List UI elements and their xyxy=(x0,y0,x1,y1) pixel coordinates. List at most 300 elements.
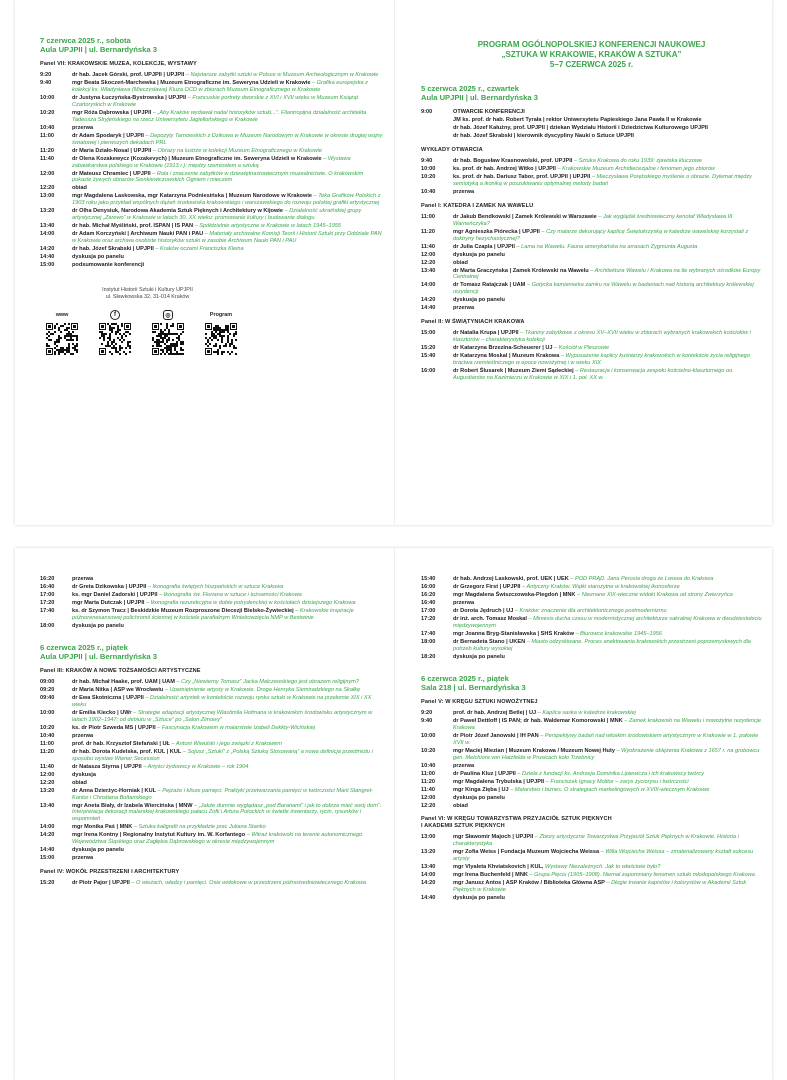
item-content xyxy=(72,772,383,779)
item-content xyxy=(453,849,762,863)
item-time: 10:00 xyxy=(421,165,436,172)
item-speaker: dr Justyna Łuczyńska-Bystrowska | UPJPII xyxy=(72,94,187,101)
item-time: 13:00 xyxy=(40,193,55,200)
item-content xyxy=(72,576,383,583)
item-topic: – Najstarsze zabytki sztuki w Polsce w Muzeum Archeologicznym w Krakowie xyxy=(184,72,379,78)
item-content xyxy=(453,268,762,282)
program-item xyxy=(421,268,762,282)
item-topic: – Sojusz „Sztuki” z „Polską Sztuką Stosowaną” a nowa definicja przedmiotu i sposobu wystaw Wiener Secession xyxy=(72,748,373,762)
day-venue: Sala 218 | ul. Bernardyńska 3 xyxy=(421,682,526,692)
item-content xyxy=(453,158,762,165)
institute-name: Instytut Historii Sztuki i Kultury UPJPII xyxy=(102,287,193,294)
opening-list xyxy=(421,109,762,140)
item-time: 09:20 xyxy=(40,686,55,693)
program-item xyxy=(421,631,762,638)
item-speaker: obiad xyxy=(72,185,87,192)
item-time xyxy=(421,125,453,132)
program-item xyxy=(40,133,383,147)
panel-heading: WYKŁADY OTWARCIA xyxy=(421,146,483,153)
item-speaker: ks. prof. dr hab. Andrzej Witko | UPJPII xyxy=(453,165,556,172)
program-item xyxy=(421,368,762,382)
item-speaker: dr hab. Józef Kałużny, prof. UPJPII | dziekan Wydziału Historii i Dziedzictwa Kulturowego UPJPII xyxy=(453,125,708,131)
item-topic: – Kraków: znaczenie dla architektonicznego postmodernizmu xyxy=(513,608,667,614)
day2-column-b xyxy=(394,548,772,1080)
item-topic: – Spółdzielnie artystyczne w Krakowie w latach 1945–1955 xyxy=(193,223,342,230)
item-time: 10:20 xyxy=(40,109,55,116)
item-content xyxy=(72,95,383,109)
qr-www[interactable] xyxy=(46,309,78,355)
item-speaker: dr hab. Michał Haake, prof. UAM | UAM xyxy=(72,678,175,685)
item-time: 14:40 xyxy=(40,254,55,261)
item-topic: – Ikonografia świętych hiszpańskich w sztuce Krakowa xyxy=(146,584,284,590)
program-item xyxy=(40,125,383,132)
item-topic: – Francuskie portrety dworskie z XVI i XVII wieku w Muzeum Książąt Czartoryskich w Krakowie xyxy=(72,94,359,108)
program-item xyxy=(40,803,383,824)
program-item xyxy=(421,592,762,599)
item-topic: Wystawy Niezależnych. Jak to właściwie było? xyxy=(543,864,661,871)
program-item xyxy=(40,584,383,591)
item-content xyxy=(72,679,383,686)
day-venue: Aula UPJPII | ul. Bernardyńska 3 xyxy=(40,45,157,54)
program-item xyxy=(40,725,383,732)
program-item xyxy=(40,832,383,846)
item-content xyxy=(453,368,762,382)
item-content xyxy=(453,584,762,591)
item-topic: – Wyposażenie kaplicy kuśnierzy krakowskich w kontekście życia religijnego bractwa rzemieślniczego w epoce nowożytnej i w wieku XIX xyxy=(453,353,750,367)
item-content xyxy=(72,749,383,763)
item-time: 14:20 xyxy=(40,246,55,253)
item-topic: – Dzieła z fundacji ks. Andrzeja Dominika Lipiewicza i ich krakowscy twórcy xyxy=(515,770,704,777)
program-item xyxy=(421,616,762,630)
item-content xyxy=(72,608,383,622)
program-list xyxy=(40,576,383,630)
item-time: 14:20 xyxy=(421,297,436,304)
item-topic: – Antoni Wiwulski i jego związki z Krakowem xyxy=(169,740,282,747)
item-content xyxy=(453,872,762,879)
item-topic: – Malarstwo i biznes. O strategiach marketingowych w XVIII-wiecznym Krakowie xyxy=(508,786,710,793)
program-item xyxy=(421,710,762,717)
program-item xyxy=(421,297,762,304)
qr-facebook[interactable] xyxy=(99,309,131,355)
item-speaker: dr Adam Spodaryk | UPJPII xyxy=(72,132,144,139)
program-item xyxy=(40,208,383,222)
item-content xyxy=(453,880,762,894)
item-content xyxy=(72,780,383,787)
item-content xyxy=(453,654,762,661)
item-topic: – Kaplica saska w katedrze krakowskiej xyxy=(536,709,636,716)
program-item xyxy=(40,608,383,622)
item-content xyxy=(453,592,762,599)
item-topic: – Artyści żydowscy w Krakowie – rok 1904 xyxy=(141,763,249,770)
item-time: 10:40 xyxy=(421,188,436,195)
item-speaker: przerwa xyxy=(72,855,94,862)
program-item xyxy=(40,855,383,862)
item-topic: – Jak wyglądał średniowieczny kenotaf Władysława III Warneńczyka? xyxy=(453,213,733,227)
item-speaker: dr Katarzyna Brzezina-Scheuerer | UJ xyxy=(453,345,553,352)
program-item xyxy=(421,260,762,267)
item-topic: – Pejzaże i klisze pamięci. Praktyki przetwarzania pamięci w twórczości Marii Stangret-Kantor i Christiana Boltanskiego xyxy=(72,787,374,801)
item-speaker: mgr Sławomir Majoch | UPJPII xyxy=(453,834,534,841)
item-topic: – Upamiętnienie artysty w Krakowie. Droga Henryka Siemiradzkiego na Skałkę xyxy=(163,686,361,693)
item-speaker: mgr Irena Buchenfeld | MNK xyxy=(453,872,528,879)
item-time: 11:40 xyxy=(421,243,435,250)
program-item xyxy=(421,117,762,124)
program-item xyxy=(40,600,383,607)
item-content xyxy=(453,763,762,770)
panel-heading-cont: I AKADEMII SZTUK PIĘKNYCH xyxy=(421,823,505,830)
item-topic: – Kraków oczami Franciszka Kleina xyxy=(153,246,244,253)
item-content xyxy=(72,193,383,207)
item-content xyxy=(453,252,762,259)
item-time: 11:00 xyxy=(40,740,54,747)
item-speaker: mgr Magdalena Trybulska | UPJPII xyxy=(453,778,545,785)
item-content xyxy=(72,156,383,170)
item-speaker: dr hab. Jacek Górski, prof. UPJPII | UPJPII xyxy=(72,72,185,78)
program-item xyxy=(421,864,762,871)
item-content xyxy=(72,262,383,269)
item-time: 15:00 xyxy=(421,330,436,337)
item-speaker: przerwa xyxy=(72,576,94,582)
item-speaker: dyskusja po panelu xyxy=(453,794,505,801)
program-item xyxy=(40,687,383,694)
item-speaker: dr Piotr Józef Janowski | IH PAN xyxy=(453,732,539,739)
item-time: 16:20 xyxy=(40,576,55,582)
day2-column-a xyxy=(15,548,393,1080)
item-content xyxy=(453,244,762,251)
program-item xyxy=(421,718,762,732)
item-time: 10:20 xyxy=(421,747,436,754)
item-content xyxy=(453,771,762,778)
program-item xyxy=(40,171,383,185)
item-content xyxy=(453,174,762,188)
program-item xyxy=(421,345,762,352)
item-content xyxy=(453,748,762,762)
item-time: 09:00 xyxy=(40,678,55,685)
item-time: 9:40 xyxy=(40,80,52,86)
program-item xyxy=(421,748,762,762)
page-sheet-2 xyxy=(15,548,772,1080)
item-time: 11:20 xyxy=(40,748,54,755)
item-content xyxy=(72,592,383,599)
item-topic: – Mimesis ducha czasu w modernistycznej architekturze sakralnej Krakowa w dwudziestoleciu międzywojennym xyxy=(453,616,762,629)
item-topic: – Witraż krakowski na terenie autonomicznego Województwa Śląskiego oraz Zagłębia Dąbrowskiego w okresie międzywojennym xyxy=(72,832,363,846)
program-item xyxy=(40,246,383,253)
item-topic: – Franciszek Ignacy Molitor – zarys życiorysu i twórczości xyxy=(544,778,689,785)
item-content xyxy=(72,824,383,831)
panel-heading: Panel II: W ŚWIĄTYNIACH KRAKOWA xyxy=(421,319,525,326)
item-speaker: mgr Róża Dąbrowska | UPJPII xyxy=(72,109,152,116)
program-item xyxy=(40,764,383,771)
item-speaker: dr Adam Korczyński | Archiwum Nauki PAN i PAU xyxy=(72,231,204,238)
item-time: 12:00 xyxy=(421,794,436,801)
program-item xyxy=(421,282,762,296)
program-item xyxy=(421,353,762,367)
program-item xyxy=(421,834,762,848)
item-time: 17:20 xyxy=(421,616,436,622)
program-item xyxy=(421,600,762,607)
item-speaker: mgr Vlyaleta Khviatskovich | KUL, xyxy=(453,864,544,871)
item-content xyxy=(72,148,383,155)
item-topic: – Fascynacja Krakowem w malarstwie Izabeli Dekkty-Wicińskiej xyxy=(155,724,316,731)
panel-heading: Panel V: W KRĘGU SZTUKI NOWOŻYTNEJ xyxy=(421,698,538,705)
item-time: 12:00 xyxy=(421,251,436,258)
item-speaker: dr hab. Bogusław Krasnowolski, prof. UPJPII xyxy=(453,157,573,164)
item-time: 14:20 xyxy=(40,832,55,839)
item-content xyxy=(453,616,762,630)
program-item xyxy=(421,214,762,228)
item-speaker: dr Marta Graczyńska | Zamek Królewski na Wawelu xyxy=(453,267,589,274)
item-content xyxy=(453,353,762,367)
item-content xyxy=(453,864,762,871)
item-content xyxy=(453,631,762,638)
item-time: 17:20 xyxy=(40,600,55,606)
item-time: 17:40 xyxy=(40,608,55,614)
item-content xyxy=(72,695,383,709)
item-speaker: ks. prof. dr hab. Dariusz Tabor, prof. UPJPII | UPJPII xyxy=(453,173,591,180)
item-speaker: dyskusja po panelu xyxy=(453,895,505,902)
item-content xyxy=(72,584,383,591)
item-content xyxy=(72,171,383,185)
item-speaker: obiad xyxy=(453,259,468,266)
item-time: 15:00 xyxy=(40,262,55,269)
item-content xyxy=(453,305,762,312)
program-list xyxy=(40,679,383,862)
program-item xyxy=(421,849,762,863)
program-item xyxy=(421,803,762,810)
item-speaker: przerwa xyxy=(453,188,475,195)
item-time: 12:20 xyxy=(421,259,436,266)
item-content xyxy=(453,229,762,243)
item-content xyxy=(72,231,383,245)
program-item xyxy=(421,787,762,794)
item-speaker: dr Bernadeta Stano | UKEN xyxy=(453,638,526,645)
item-speaker: dr Katarzyna Moskal | Muzeum Krakowa xyxy=(453,353,560,360)
panel-heading: Panel III: KRAKÓW A NOWE TOŻSAMOŚCI ARTYSTYCZNE xyxy=(40,667,201,674)
item-time: 10:20 xyxy=(40,724,55,731)
item-topic: – Teka Grafików Polskich z 1903 roku jako przykład wspólnych dążeń środowiska krakowskiego i warszawskiego do rozwoju polskiej grafiki artystycznej xyxy=(72,193,381,207)
item-topic: – Wyobrażenie oblężenia Krakowa z 1657 r. na grobowcu gen. Melchiora von Hatzfelda w Prusicach koło Trzebnicy xyxy=(453,747,760,761)
program-item xyxy=(421,229,762,243)
item-time: 13:20 xyxy=(40,787,55,794)
item-time: 10:40 xyxy=(40,732,55,739)
program-item xyxy=(40,148,383,155)
instagram-icon: ◎ xyxy=(163,310,173,320)
program-item xyxy=(421,125,762,132)
item-time: 13:20 xyxy=(40,208,55,215)
qr-instagram[interactable] xyxy=(152,309,184,355)
item-speaker: dr Julia Czapla | UPJPII xyxy=(453,243,515,250)
program-item xyxy=(40,788,383,802)
program-list xyxy=(40,880,383,887)
program-item xyxy=(421,166,762,173)
item-speaker: dr hab. Andrzej Laskowski, prof. UEK | UEK xyxy=(453,576,569,582)
item-topic: – Willa Wojciecha Weissa – zmaterializowany kształt sukcesu artysty xyxy=(453,849,754,863)
item-speaker: dr Anna Dzierżyc-Horniak | KUL xyxy=(72,787,157,794)
item-time: 14:00 xyxy=(421,282,436,289)
item-time: 12:20 xyxy=(421,802,436,809)
item-topic: – Nieznane XIX-wieczne widoki Krakowa od strony Zwierzyńca xyxy=(575,592,733,598)
item-content xyxy=(72,741,383,748)
item-topic: – Działalność ukraińskiej grupy artystycznej „Zarewo” w Krakowie w latach 30. XX wieku: promowanie kultury i budowanie dialogu xyxy=(72,208,362,222)
program-list xyxy=(421,158,762,196)
item-time: 13:00 xyxy=(421,834,436,841)
item-content xyxy=(453,795,762,802)
item-time: 18:00 xyxy=(421,638,436,645)
item-speaker: JM ks. prof. dr hab. Robert Tyrała | rektor Uniwersytetu Papieskiego Jana Pawła II w Krakowie xyxy=(453,117,702,123)
item-topic: – O wieżach, władzy i pamięci. Osie widokowe w przestrzeni późnośredniowiecznego Krakowa xyxy=(129,880,367,887)
program-item xyxy=(421,189,762,196)
program-item xyxy=(40,741,383,748)
item-content xyxy=(453,733,762,747)
item-content xyxy=(453,895,762,902)
facebook-icon: f xyxy=(110,310,120,320)
item-speaker: dr Paweł Dettloff | IS PAN; dr hab. Waldemar Komorowski | MNK xyxy=(453,717,623,724)
item-speaker: przerwa xyxy=(453,762,475,769)
item-speaker: dr Olena Kozakewycz (Kozakevych) | Muzeum Etnograficzne im. Seweryna Udzieli w Krakowie xyxy=(72,155,322,162)
program-item xyxy=(421,771,762,778)
item-content xyxy=(453,297,762,304)
program-item xyxy=(421,576,762,583)
item-time: 17:00 xyxy=(40,592,55,598)
item-content xyxy=(72,733,383,740)
program-item xyxy=(40,623,383,630)
item-speaker: prof. dr hab. Krzysztof Stefański | UŁ xyxy=(72,740,170,747)
item-content xyxy=(72,623,383,630)
item-content xyxy=(72,788,383,802)
item-time: 10:00 xyxy=(40,94,55,101)
program-item xyxy=(421,654,762,661)
item-time: 16:40 xyxy=(421,600,436,606)
program-list xyxy=(421,834,762,902)
item-time: 13:20 xyxy=(421,849,436,856)
item-time: 13:40 xyxy=(40,223,55,230)
item-topic: – Sztuka kaligrafii na przykładzie prac Juliana Stanko xyxy=(132,824,266,831)
program-item xyxy=(40,223,383,230)
item-content xyxy=(453,718,762,732)
item-content xyxy=(72,208,383,222)
item-time: 11:00 xyxy=(40,132,54,139)
item-topic: – Antyczny Kraków. Wątki starożytne w krakowskiej ikonosferze xyxy=(520,584,680,590)
item-content xyxy=(72,880,383,887)
item-time: 14:20 xyxy=(421,880,436,887)
item-speaker: dr hab. Michał Myśliński, prof. ISPAN | IS PAN xyxy=(72,223,194,230)
item-time: 14:00 xyxy=(40,231,55,238)
item-time: 16:00 xyxy=(421,584,436,590)
item-content xyxy=(453,282,762,296)
program-item xyxy=(421,244,762,251)
program-item xyxy=(421,133,762,140)
day-date: 6 czerwca 2025 r., piątek xyxy=(421,673,509,683)
item-speaker: mgr Kinga Zięba | UJ xyxy=(453,786,509,793)
item-time: 9:40 xyxy=(421,717,433,724)
item-speaker: dr Maria Działo-Nosal | UPJPII xyxy=(72,147,152,154)
item-topic: – Czy „Niewierny Tomasz” Jacka Malczewskiego jest obrazem religijnym? xyxy=(174,678,360,685)
item-content xyxy=(72,80,383,94)
item-speaker: dr Mateusz Chramiec | UPJPII xyxy=(72,170,151,177)
item-topic: – Grupa Pięciu (1905–1908). Niemal zapomniany fenomen sztuki młodopolskiego Krakowa xyxy=(527,872,755,879)
qr-code-icon xyxy=(152,323,184,355)
day-venue: Aula UPJPII | ul. Bernardyńska 3 xyxy=(421,93,538,102)
item-speaker: dr Natalia Krupa | UPJPII xyxy=(453,330,519,337)
item-time: 15:00 xyxy=(40,855,55,862)
panel-heading: Panel IV: WOKÓŁ PRZESTRZENI I ARCHITEKTURY xyxy=(40,869,180,876)
item-time: 12:20 xyxy=(40,779,55,786)
item-time: 10:20 xyxy=(421,173,436,180)
item-speaker: mgr Monika Paś | MNK xyxy=(72,824,133,831)
item-time: 11:40 xyxy=(421,786,435,793)
item-time: 9:20 xyxy=(421,709,433,716)
item-speaker: dr Jakub Bendkowski | Zamek Królewski w Warszawie xyxy=(453,213,597,220)
program-item xyxy=(40,679,383,686)
program-item xyxy=(40,733,383,740)
program-item xyxy=(40,847,383,854)
item-speaker: ks. dr Piotr Szweda MS | UPJPII xyxy=(72,724,156,731)
item-time: 13:40 xyxy=(40,802,55,809)
program-item xyxy=(40,576,383,583)
program-item xyxy=(421,895,762,902)
program-item xyxy=(40,710,383,724)
item-time xyxy=(421,117,453,124)
item-speaker: mgr Magdalena Laskowska, mgr Katarzyna Podniesińska | Muzeum Narodowe w Krakowie xyxy=(72,193,312,200)
item-time: 11:00 xyxy=(421,770,435,777)
item-speaker: podsumowanie konferencji xyxy=(72,262,145,269)
item-content xyxy=(72,133,383,147)
program-list xyxy=(40,72,383,269)
item-speaker: obiad xyxy=(72,779,87,786)
item-topic: – Zamek krakowski na Wawelu i nowożytne rezydencje Krakowa xyxy=(453,717,761,731)
qr-label: www xyxy=(55,312,69,319)
program-item xyxy=(40,185,383,192)
panel-heading: Panel I: KATEDRA I ZAMEK NA WAWELU xyxy=(421,202,534,209)
item-speaker: ks. dr Szymon Tracz | Beskidzkie Muzeum Rozproszone Diecezji Bielsko-Żywieckiej xyxy=(72,608,294,614)
program-item xyxy=(40,156,383,170)
program-item xyxy=(421,158,762,165)
item-content xyxy=(72,185,383,192)
item-speaker: dr hab. Józef Skrabski | UPJPII xyxy=(72,246,154,253)
qr-code-icon xyxy=(46,323,78,355)
institute-address xyxy=(40,287,255,301)
item-content xyxy=(72,725,383,732)
item-time: 16:00 xyxy=(421,368,436,375)
item-topic: – Biurowce krakowskie 1945–1956 xyxy=(573,630,662,637)
item-topic: – „Jakże dumnie wyglądasz „pod Baranami” i jak to dobrze mieć swój dom”. Interpretacja dekoracji malarskiej krakowskiego pałacu Zofii i Artura Potockich w świetle inwentarzy, rycin, rysunków i wspomnień xyxy=(72,802,382,823)
item-time: 14:00 xyxy=(40,824,55,831)
item-topic: – Krakowskie Muzeum Archidiecezjalne i fenomen jego zbiorów xyxy=(555,165,715,172)
program-item xyxy=(40,262,383,269)
item-time: 13:40 xyxy=(421,267,436,274)
item-content xyxy=(453,125,762,132)
item-time: 11:20 xyxy=(40,147,54,154)
item-time: 12:00 xyxy=(40,170,55,177)
item-content xyxy=(453,117,762,124)
item-topic: – Grafika europejska z kolekcji ks. Władysława (Mieczysława) Kluza OCD w zbiorach Muzeum Etnograficznego w Krakowie xyxy=(72,80,368,93)
qr-program[interactable] xyxy=(205,309,237,355)
item-speaker: dr Greta Dzikowska | UPJPII xyxy=(72,584,147,590)
item-time: 15:20 xyxy=(421,345,436,352)
item-speaker: dyskusja xyxy=(72,771,96,778)
item-topic: – Długie trwanie kapistów i kolorystów w Akademii Sztuk Pięknych w Krakowie xyxy=(453,880,747,894)
item-speaker: dr Paulina Kluz | UPJPII xyxy=(453,770,516,777)
item-time: 14:00 xyxy=(421,872,436,879)
item-content xyxy=(453,834,762,848)
item-content xyxy=(72,223,383,230)
item-topic: – Tkaniny zabytkowe z okresu XV–XVII wieku w zbiorach wybranych krakowskich kościołów i klasztorów – charakterystyka kolekcji xyxy=(453,330,751,344)
item-time: 9:00 xyxy=(421,109,433,115)
item-content xyxy=(72,687,383,694)
item-time: 17:00 xyxy=(421,608,436,614)
program-list xyxy=(421,214,762,313)
item-speaker: mgr Janusz Antos | ASP Kraków / Biblioteka Główna ASP xyxy=(453,880,605,887)
